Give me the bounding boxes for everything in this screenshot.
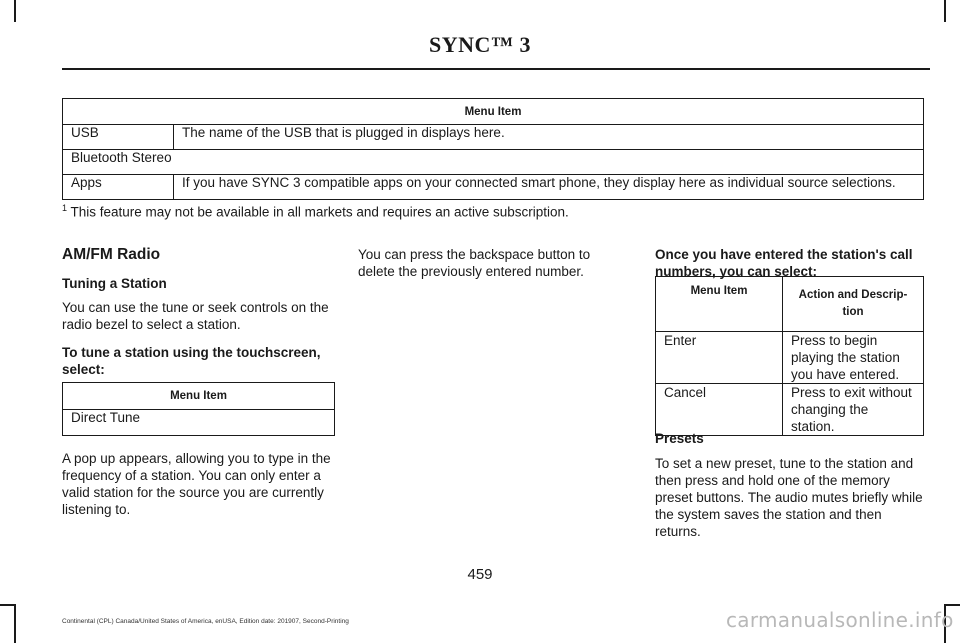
table-cell-item: Cancel [656, 384, 783, 436]
table-cell-item: Enter [656, 332, 783, 384]
subsection-title-tuning: Tuning a Station [62, 276, 167, 291]
watermark: carmanualsonline.info [726, 608, 954, 632]
crop-mark-top-left [14, 0, 16, 22]
table-header-row [63, 383, 335, 410]
table-row [656, 384, 924, 436]
footnote [62, 203, 569, 220]
table-row [63, 410, 335, 436]
table-cell-item: Apps [63, 175, 174, 200]
page-title: SYNC™ 3 [429, 32, 531, 57]
paragraph-popup: A pop up appears, allowing you to type in the frequency of a station. You can only enter a valid station for the source you are currently listening to. [62, 451, 331, 517]
direct-tune-table [62, 382, 335, 436]
crop-mark-bottom-right-h [944, 604, 960, 606]
edition-footer: Continental (CPL) Canada/United States of America, enUSA, Edition date: 201907, Second-Printing [62, 618, 349, 625]
table-cell-desc: If you have SYNC 3 compatible apps on your connected smart phone, they display here as individual source selections. [174, 175, 924, 200]
crop-mark-bottom-left-h [0, 604, 16, 606]
page-number: 459 [467, 566, 493, 583]
crop-mark-top-right [944, 0, 946, 22]
header-divider [62, 68, 930, 70]
instruction-call-numbers: Once you have entered the station's call numbers, you can select: [655, 247, 913, 279]
paragraph-presets: To set a new preset, tune to the station and then press and hold one of the memory preset buttons. The audio mutes briefly while the system saves the station and then returns. [655, 456, 923, 539]
table-header-menu-item: Menu Item [656, 277, 783, 332]
sources-table [62, 98, 924, 200]
table-cell-item: USB [63, 125, 174, 150]
section-title-am-fm: AM/FM Radio [62, 246, 161, 263]
table-cell-action: Press to exit without changing the station. [783, 384, 924, 436]
table-header-row [63, 99, 924, 125]
table-cell-desc: The name of the USB that is plugged in displays here. [174, 125, 924, 150]
table-row [63, 125, 924, 150]
paragraph-backspace: You can press the backspace button to delete the previously entered number. [358, 247, 591, 279]
table-row [656, 332, 924, 384]
table-row [63, 150, 924, 175]
footnote-text: This feature may not be available in all markets and requires an active subscription. [67, 204, 569, 220]
crop-mark-bottom-left [14, 604, 16, 643]
table-header-menu-item: Menu Item [63, 99, 924, 125]
footnote-mark: 1 [62, 203, 68, 213]
subsection-title-presets: Presets [655, 431, 704, 446]
enter-cancel-table [655, 276, 924, 436]
table-header-action: Action and Descrip-tion [783, 277, 924, 332]
table-cell-item: Direct Tune [63, 410, 335, 436]
instruction-touchscreen: To tune a station using the touchscreen, select: [62, 345, 321, 377]
table-header-row [656, 277, 924, 332]
table-row [63, 175, 924, 200]
paragraph-tune-controls: You can use the tune or seek controls on the radio bezel to select a station. [62, 300, 329, 332]
table-cell-action: Press to begin playing the station you have entered. [783, 332, 924, 384]
table-header-menu-item: Menu Item [63, 383, 335, 410]
table-cell-item: Bluetooth Stereo [63, 150, 924, 175]
